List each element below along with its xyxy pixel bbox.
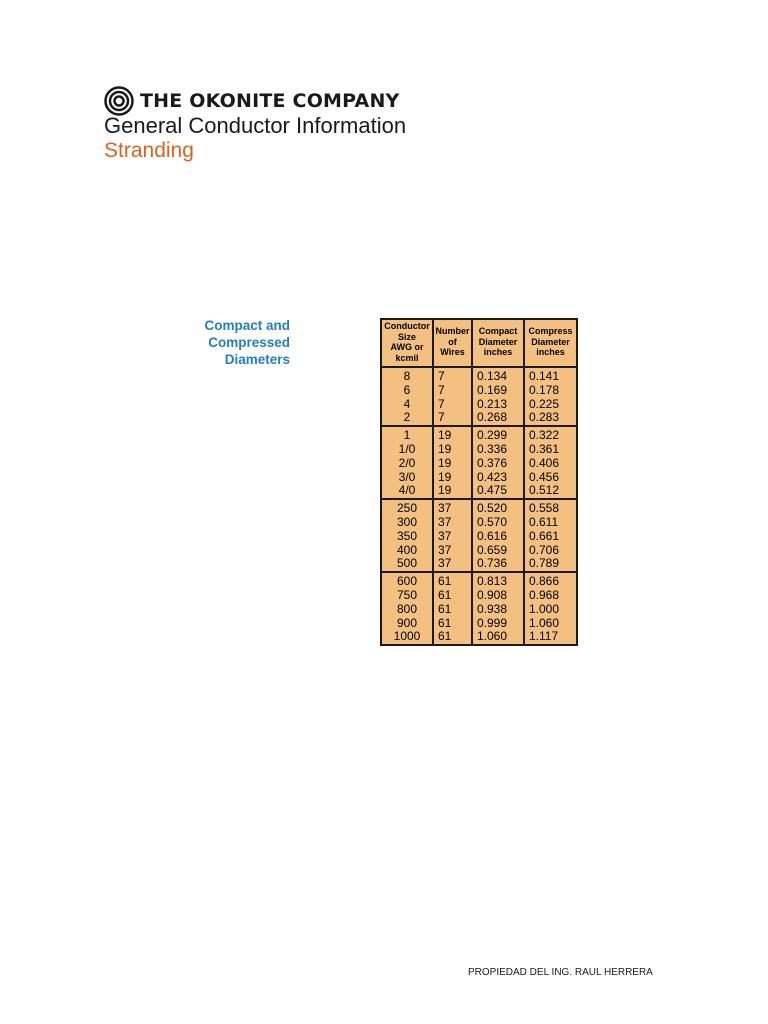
- compact-diameter-cell: 0.736: [472, 557, 524, 572]
- section-label-line: Compact and: [204, 318, 290, 333]
- compress-diameter-cell: 0.661: [524, 530, 577, 544]
- table-row: [381, 471, 577, 485]
- table-row: [381, 398, 577, 412]
- wire-count-cell: 7: [433, 384, 472, 398]
- table-row: [381, 367, 577, 384]
- compress-diameter-cell: 0.322: [524, 426, 577, 443]
- compact-diameter-cell: 0.570: [472, 516, 524, 530]
- table-row: [381, 443, 577, 457]
- wire-count-cell: 7: [433, 367, 472, 384]
- table-header-row: [381, 319, 577, 367]
- compact-diameter-cell: 1.060: [472, 630, 524, 645]
- table-row: [381, 384, 577, 398]
- compact-diameter-cell: 0.336: [472, 443, 524, 457]
- compress-diameter-cell: 0.456: [524, 471, 577, 485]
- compact-diameter-cell: 0.520: [472, 499, 524, 516]
- conductor-size-cell: 1/0: [381, 443, 433, 457]
- compress-diameter-cell: 1.060: [524, 617, 577, 631]
- page-title: General Conductor Information: [104, 113, 407, 138]
- conductor-size-cell: 1000: [381, 630, 433, 645]
- header-number-of-wires: Number of Wires: [433, 319, 472, 367]
- table-row: [381, 617, 577, 631]
- compact-diameter-cell: 0.169: [472, 384, 524, 398]
- compress-diameter-cell: 1.000: [524, 603, 577, 617]
- compress-diameter-cell: 0.283: [524, 411, 577, 426]
- compress-diameter-cell: 0.141: [524, 367, 577, 384]
- compress-diameter-cell: 0.611: [524, 516, 577, 530]
- wire-count-cell: 37: [433, 530, 472, 544]
- conductor-size-cell: 600: [381, 572, 433, 589]
- table-row: [381, 426, 577, 443]
- compress-diameter-cell: 0.512: [524, 484, 577, 499]
- compress-diameter-cell: 0.866: [524, 572, 577, 589]
- section-label-line: Compressed: [208, 335, 290, 350]
- footer-ownership-text: PROPIEDAD DEL ING. RAUL HERRERA: [468, 967, 653, 978]
- conductor-size-cell: 8: [381, 367, 433, 384]
- table-row: [381, 484, 577, 499]
- compact-diameter-cell: 0.475: [472, 484, 524, 499]
- wire-count-cell: 7: [433, 411, 472, 426]
- section-label-line: Diameters: [224, 352, 290, 367]
- compact-diameter-cell: 0.813: [472, 572, 524, 589]
- compact-diameter-cell: 0.908: [472, 589, 524, 603]
- wire-count-cell: 37: [433, 499, 472, 516]
- conductor-size-cell: 4: [381, 398, 433, 412]
- wire-count-cell: 19: [433, 426, 472, 443]
- wire-count-cell: 37: [433, 544, 472, 558]
- conductor-size-cell: 1: [381, 426, 433, 443]
- okonite-logo-icon: [104, 86, 134, 116]
- conductor-size-cell: 350: [381, 530, 433, 544]
- compact-diameter-cell: 0.134: [472, 367, 524, 384]
- table-row: [381, 572, 577, 589]
- conductor-size-cell: 900: [381, 617, 433, 631]
- wire-count-cell: 37: [433, 516, 472, 530]
- compress-diameter-cell: 0.406: [524, 457, 577, 471]
- header-conductor-size: Conductor Size AWG or kcmil: [381, 319, 433, 367]
- conductor-size-cell: 2/0: [381, 457, 433, 471]
- header-compact-diameter: Compact Diameter inches: [472, 319, 524, 367]
- conductor-size-cell: 6: [381, 384, 433, 398]
- compact-diameter-cell: 0.659: [472, 544, 524, 558]
- conductor-size-cell: 400: [381, 544, 433, 558]
- compress-diameter-cell: 1.117: [524, 630, 577, 645]
- table-row: [381, 457, 577, 471]
- table-row: [381, 544, 577, 558]
- wire-count-cell: 7: [433, 398, 472, 412]
- compact-diameter-cell: 0.268: [472, 411, 524, 426]
- conductor-size-cell: 3/0: [381, 471, 433, 485]
- table-row: [381, 530, 577, 544]
- wire-count-cell: 19: [433, 443, 472, 457]
- table-row: [381, 557, 577, 572]
- compress-diameter-cell: 0.178: [524, 384, 577, 398]
- wire-count-cell: 19: [433, 484, 472, 499]
- section-label: [150, 317, 290, 368]
- wire-count-cell: 61: [433, 572, 472, 589]
- page-subtitle: Stranding: [104, 139, 194, 162]
- brand: [104, 86, 400, 116]
- compress-diameter-cell: 0.706: [524, 544, 577, 558]
- table-row: [381, 630, 577, 645]
- conductor-size-cell: 500: [381, 557, 433, 572]
- wire-count-cell: 61: [433, 617, 472, 631]
- header-compress-diameter: Compress Diameter inches: [524, 319, 577, 367]
- conductor-size-cell: 250: [381, 499, 433, 516]
- company-name: THE OKONITE COMPANY: [140, 90, 400, 112]
- compact-diameter-cell: 0.423: [472, 471, 524, 485]
- compress-diameter-cell: 0.968: [524, 589, 577, 603]
- table-body: [381, 367, 577, 645]
- conductor-size-cell: 2: [381, 411, 433, 426]
- table-row: [381, 411, 577, 426]
- table-row: [381, 516, 577, 530]
- table-row: [381, 499, 577, 516]
- table-row: [381, 603, 577, 617]
- compact-diameter-cell: 0.999: [472, 617, 524, 631]
- wire-count-cell: 61: [433, 603, 472, 617]
- conductor-size-cell: 300: [381, 516, 433, 530]
- wire-count-cell: 19: [433, 457, 472, 471]
- compact-diameter-cell: 0.213: [472, 398, 524, 412]
- conductor-size-cell: 800: [381, 603, 433, 617]
- compress-diameter-cell: 0.558: [524, 499, 577, 516]
- compress-diameter-cell: 0.361: [524, 443, 577, 457]
- compact-diameter-cell: 0.299: [472, 426, 524, 443]
- compact-diameter-cell: 0.376: [472, 457, 524, 471]
- compact-diameter-cell: 0.938: [472, 603, 524, 617]
- wire-count-cell: 61: [433, 589, 472, 603]
- compact-diameter-cell: 0.616: [472, 530, 524, 544]
- conductor-size-cell: 4/0: [381, 484, 433, 499]
- compress-diameter-cell: 0.789: [524, 557, 577, 572]
- wire-count-cell: 19: [433, 471, 472, 485]
- wire-count-cell: 37: [433, 557, 472, 572]
- conductor-size-cell: 750: [381, 589, 433, 603]
- stranding-table: [380, 318, 578, 646]
- table-row: [381, 589, 577, 603]
- wire-count-cell: 61: [433, 630, 472, 645]
- compress-diameter-cell: 0.225: [524, 398, 577, 412]
